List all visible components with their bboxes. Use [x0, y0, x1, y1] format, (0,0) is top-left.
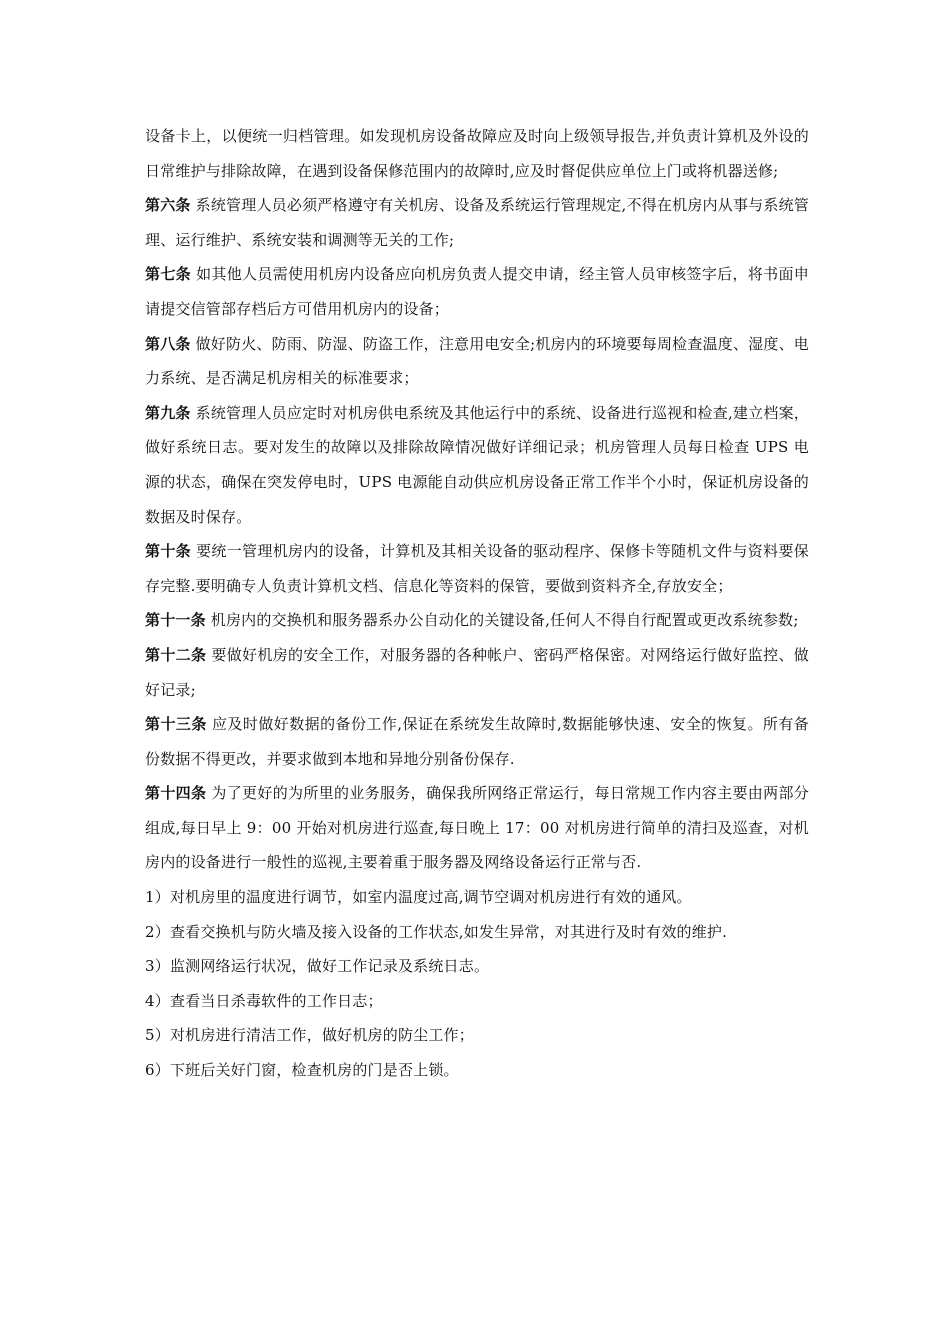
document-body — [145, 119, 809, 1088]
article-number: 第八条 — [145, 334, 191, 353]
article-12 — [145, 638, 809, 707]
article-number: 第十一条 — [145, 611, 206, 630]
article-10 — [145, 534, 809, 603]
list-item: 5）对机房进行清洁工作，做好机房的防尘工作； — [145, 1026, 474, 1045]
list-item: 4）查看当日杀毒软件的工作日志； — [145, 991, 383, 1010]
article-text: 要做好机房的安全工作，对服务器的各种帐户、密码严格保密。对网络运行做好监控、做好记录; — [145, 645, 809, 699]
article-text: 要统一管理机房内的设备，计算机及其相关设备的驱动程序、保修卡等随机文件与资料要保存完整.要明确专人负责计算机文档、信息化等资料的保管，要做到资料齐全,存放安全； — [145, 542, 809, 595]
article-7 — [145, 257, 809, 326]
paragraph-text: 设备卡上，以便统一归档管理。如发现机房设备故障应及时向上级领导报告,并负责计算机及外设的日常维护与排除故障，在遇到设备保修范围内的故障时,应及时督促供应单位上门或将机器送修; — [145, 127, 809, 180]
article-number: 第七条 — [145, 265, 191, 284]
article-text: 为了更好的为所里的业务服务，确保我所网络正常运行，每日常规工作内容主要由两部分组成,每日早上 9：00 开始对机房进行巡查,每日晚上 17：00 对机房进行简单的清扫及巡查，对机房内的设备进行一般性的巡视,主要着重于服务器及网络设备运行正常与否. — [145, 784, 809, 872]
article-6 — [145, 188, 809, 257]
list-item: 2）查看交换机与防火墙及接入设备的工作状态,如发生异常，对其进行及时有效的维护. — [145, 922, 728, 941]
article-number: 第十二条 — [145, 645, 207, 664]
article-text: 系统管理人员必须严格遵守有关机房、设备及系统运行管理规定,不得在机房内从事与系统管理、运行维护、系统安装和调测等无关的工作; — [145, 196, 809, 249]
article-number: 第十条 — [145, 542, 191, 561]
article-13 — [145, 707, 809, 776]
article-text: 应及时做好数据的备份工作,保证在系统发生故障时,数据能够快速、安全的恢复。所有备份数据不得更改，并要求做到本地和异地分别备份保存. — [145, 715, 809, 768]
continuation-paragraph — [145, 119, 809, 188]
article-text: 机房内的交换机和服务器系办公自动化的关键设备,任何人不得自行配置或更改系统参数; — [205, 611, 799, 630]
article-14 — [145, 776, 809, 880]
article-text: 如其他人员需使用机房内设备应向机房负责人提交申请，经主管人员审核签字后，将书面申请提交信管部存档后方可借用机房内的设备； — [145, 265, 809, 318]
article-text: 系统管理人员应定时对机房供电系统及其他运行中的系统、设备进行巡视和检查,建立档案，做好系统日志。要对发生的故障以及排除故障情况做好详细记录；机房管理人员每日检查 UPS 电源的状态，确保在突发停电时，UPS 电源能自动供应机房设备正常工作半个小时，保证机房设备的数据及时保存。 — [145, 403, 809, 526]
article-9 — [145, 396, 809, 534]
list-item: 3）监测网络运行状况，做好工作记录及系统日志。 — [145, 957, 490, 976]
article-11 — [145, 603, 809, 638]
article-8 — [145, 327, 809, 396]
article-number: 第十三条 — [145, 715, 207, 734]
article-number: 第十四条 — [145, 784, 207, 803]
list-item: 6）下班后关好门窗，检查机房的门是否上锁。 — [145, 1061, 459, 1080]
article-number: 第九条 — [145, 403, 191, 422]
article-text: 做好防火、防雨、防湿、防盗工作，注意用电安全;机房内的环境要每周检查温度、湿度、电力系统、是否满足机房相关的标准要求； — [145, 334, 809, 388]
article-number: 第六条 — [145, 196, 191, 215]
list-item: 1）对机房里的温度进行调节，如室内温度过高,调节空调对机房进行有效的通风。 — [145, 888, 692, 907]
